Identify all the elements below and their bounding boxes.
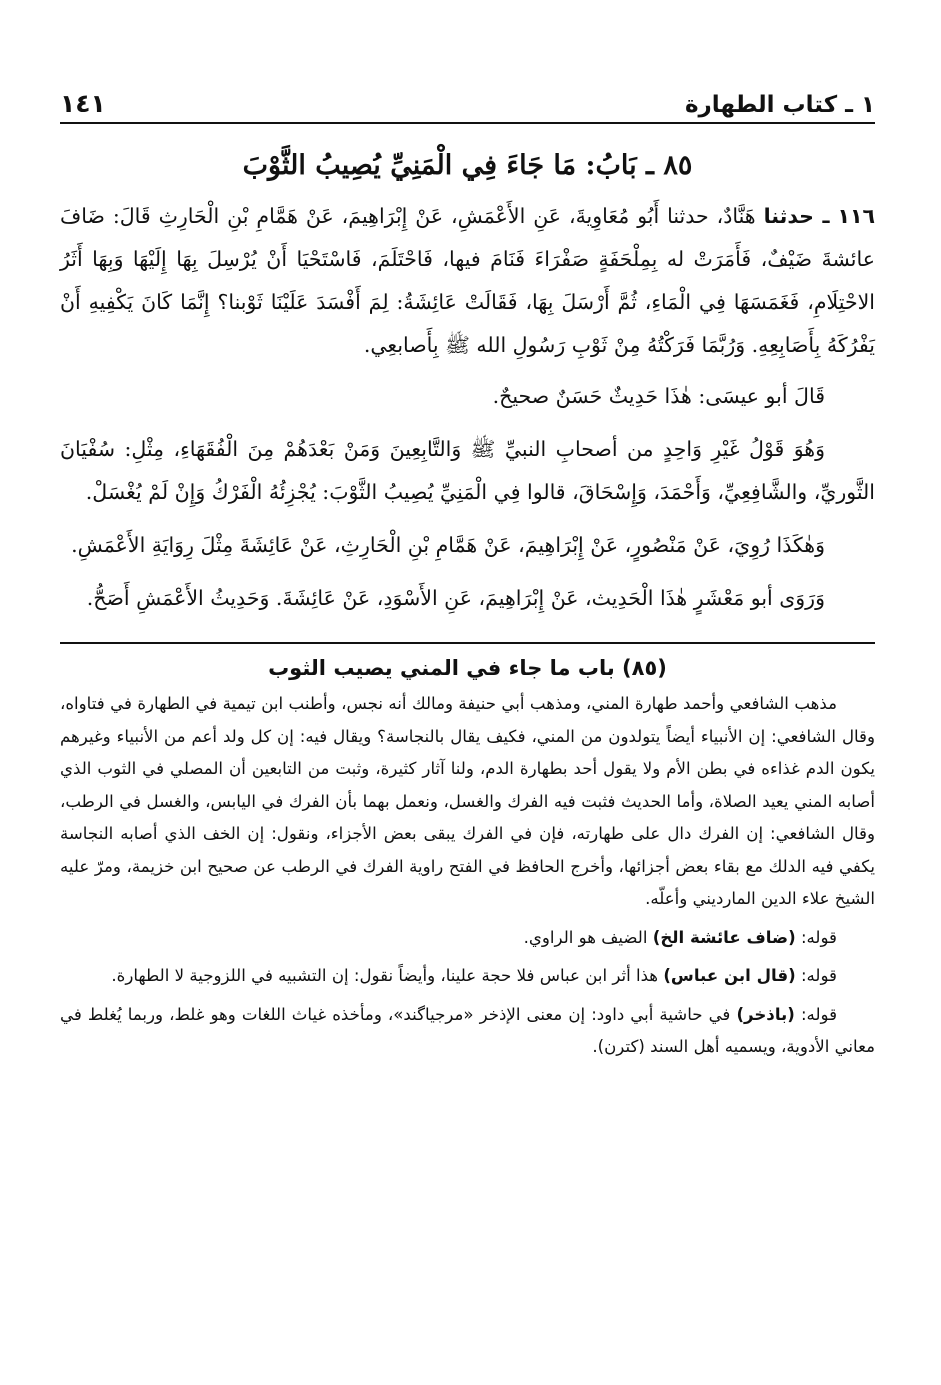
hadith-body: هَنَّادٌ، حدثنا أَبُو مُعَاوِيةَ، عَنِ الأَعْمَشِ، عَنْ إِبْرَاهِيمَ، عَنْ هَمَّامِ بْنِ الْحَارِثِ قَالَ: ضَافَ عائشةَ ضَيْفٌ، فَأَمَرَتْ له بِمِلْحَفَةٍ صَفْرَاءَ فَنَامَ فيها، فَاحْتَلَمَ، فَاسْتَحْيَا أَنْ يُرْسِلَ بِهَا إِلَيْهَا وَبِهَا أَثَرُ الاحْتِلَامِ، فَغَمَسَهَا فِي الْمَاءِ، ثُمَّ أَرْسَلَ بِهَا، فَقَالَتْ عَائِشَةُ: لِمَ أَفْسَدَ عَلَيْنَا ثَوْبنا؟ إِنَّمَا كَانَ يَكْفِيهِ أَنْ يَفْرُكَهُ بِأَصَابِعِهِ. وَرُبَّمَا فَرَكْتُهُ مِنْ ثَوْبِ رَسُولِ الله ﷺ بِأَصابعِي. (60, 204, 875, 357)
note-quote: (باذخر) (736, 1004, 795, 1024)
note-prefix: قوله: (800, 927, 837, 947)
commentary-note-idhkhir (60, 999, 875, 1064)
book-page (60, 78, 875, 1070)
note-prefix: قوله: (800, 1004, 838, 1024)
commentary-paragraph: مذهب الشافعي وأحمد طهارة المني، ومذهب أبي حنيفة ومالك أنه نجس، وأطنب ابن تيمية في الطهارة في فتاواه، وقال الشافعي: إن الأنبياء أيضاً يتولدون من المني، فكيف يقال بالنجاسة؟ ويقال فيه: إن كل ولد أعم من الأنبياء وغيرهم يكون الدم غذاءه في بطن الأم ولا يقول أحد بطهارة الدم، ولنا آثار كثيرة، وثبت من التابعين أن المصلي في الثوب الذي أصابه المني يعيد الصلاة، وأما الحديث فثبت فيه الفرك والغسل، ونعمل بهما بأن الفرك في اليابس، والغسل في الرطب، وقال الشافعي: إن الفرك دال على طهارته، فإن في الفرك يبقى بعض الأجزاء، ونقول: إن الخف الذي أصابه النجاسة يكفي فيه الدلك مع بقاء بعض أجزائها، وأخرج الحافظ في الفتح راوية الفرك في الرطب عن صحيح ابن خزيمة، ومرّ عليه الشيخ علاء الدين المارديني وأعلّه. (60, 694, 875, 908)
commentary-note-ibn-abbas (60, 960, 875, 993)
running-title: ١ ـ كتاب الطهارة (684, 92, 875, 118)
paragraph-scholars: وَهُوَ قَوْلُ غَيْرِ وَاحِدٍ من أصحابِ النبيِّ ﷺ وَالتَّابِعِينَ وَمَنْ بَعْدَهُمْ مِنَ الْفُقَهَاءِ، مِثْلِ: سُفْيَانَ الثَّوريِّ، والشَّافِعِيِّ، وَأَحْمَدَ، وَإِسْحَاقَ، قالوا فِي الْمَنِيِّ يُصِيبُ الثَّوْبَ: يُجْزِئُهُ الْفَرْكُ وَإِنْ لَمْ يُغْسَلْ. (60, 437, 875, 504)
note-body: في حاشية أبي داود: إن معنى الإذخر «مرجياگند»، ومأخذه غياث اللغات وهو غلط، وربما يُغلط في معاني الأدوية، ويسميه أهل السند (كترن). (60, 1004, 875, 1056)
hadith-text (60, 195, 875, 367)
footnote-separator (60, 642, 875, 644)
page-header (60, 78, 875, 124)
paragraph-mansur: وَهٰكَذَا رُوِيَ، عَنْ مَنْصُورٍ، عَنْ إِبْرَاهِيمَ، عَنْ هَمَّامِ بْنِ الْحَارِثِ، عَنْ عَائِشَةَ مِثْلَ رِوَايَةِ الأَعْمَشِ. (71, 533, 825, 557)
note-body: هذا أثر ابن عباس فلا حجة علينا، وأيضاً نقول: إن التشبيه في اللزوجية لا الطهارة. (111, 966, 659, 985)
paragraph-grading: قَالَ أبو عيسَى: هٰذَا حَدِيثٌ حَسَنٌ صحيحٌ. (492, 384, 825, 408)
hadith-number: ١١٦ (837, 204, 875, 228)
note-quote: (قال ابن عباس) (663, 966, 796, 985)
note-quote: (ضاف عائشة الخ) (652, 927, 796, 947)
note-prefix: قوله: (800, 966, 837, 985)
commentary-note-guest (60, 922, 875, 955)
page-number: ١٤١ (60, 89, 106, 118)
chapter-title: ٨٥ ـ بَابُ: مَا جَاءَ فِي الْمَنِيِّ يُصِيبُ الثَّوْبَ (242, 150, 693, 181)
paragraph-abu-mashar: وَرَوَى أبو مَعْشَرٍ هٰذَا الْحَدِيث، عَنْ إِبْرَاهِيمَ، عَنِ الأَسْوَدِ، عَنْ عَائِشَةَ. وَحَدِيثُ الأَعْمَشِ أَصَحُّ. (86, 586, 825, 610)
note-body: الضيف هو الراوي. (523, 927, 648, 947)
commentary-title: (٨٥) باب ما جاء في المني يصيب الثوب (268, 656, 667, 680)
hadith-haddatha: ـ حدثنا (763, 204, 830, 228)
